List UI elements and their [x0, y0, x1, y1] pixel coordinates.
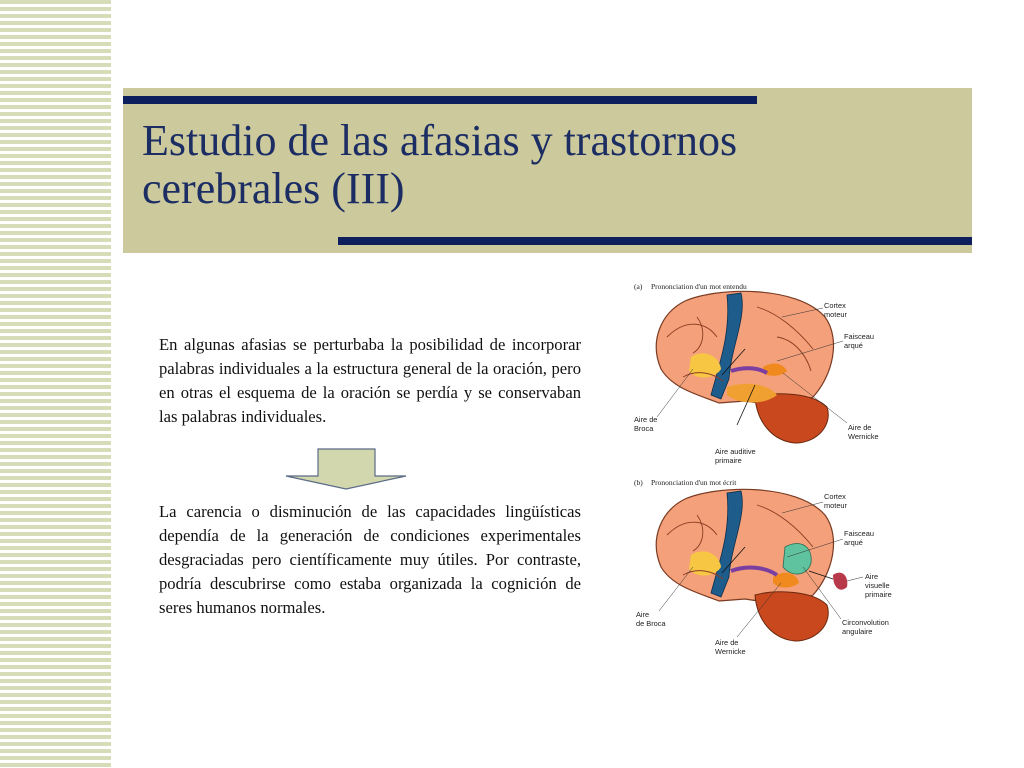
label-b-cortex-1: Cortex: [824, 492, 846, 501]
label-b-visuelle-2: visuelle: [865, 581, 890, 590]
slide-title-line-2: cerebrales (III): [142, 164, 405, 213]
label-a-wernicke-2: Wernicke: [848, 432, 879, 441]
label-a-cortex-2: moteur: [824, 310, 848, 319]
label-b-wernicke-1: Aire de: [715, 638, 739, 647]
label-a-faisceau-2: arqué: [844, 341, 863, 350]
paragraph-linguistic-capacities: La carencia o disminución de las capacidades lingüísticas dependía de la generación de condiciones experimentales desgraciadas pero científicamente muy útiles. Por contraste, podría descubrirse como estaba organizada la cognición de seres humanos normales.: [159, 502, 581, 617]
panel-b-caption: Prononciation d'un mot écrit: [651, 478, 737, 487]
label-a-cortex-1: Cortex: [824, 301, 846, 310]
brain-panel-a: [634, 282, 879, 465]
title-bottom-rule: [338, 237, 972, 245]
brain-a-illustration: [656, 291, 833, 443]
label-b-faisceau-1: Faisceau: [844, 529, 874, 538]
label-a-auditive-1: Aire auditive: [715, 447, 756, 456]
panel-b-caption-letter: (b): [634, 478, 643, 487]
down-arrow-icon: [284, 448, 408, 490]
paragraph-aphasia-types: En algunas afasias se perturbaba la posibilidad de incorporar palabras individuales a la estructura general de la oración, pero en otras el esquema de la oración se perdía y se conservaban las palabras individuales.: [159, 335, 581, 426]
slide-title: [142, 117, 902, 213]
label-b-faisceau-2: arqué: [844, 538, 863, 547]
slide-title-line-1: Estudio de las afasias y trastornos: [142, 116, 738, 165]
label-b-broca-1: Aire: [636, 610, 650, 619]
panel-a-caption: Prononciation d'un mot entendu: [651, 282, 747, 291]
label-a-broca-1: Aire de: [634, 415, 658, 424]
label-a-faisceau-1: Faisceau: [844, 332, 874, 341]
brain-b-illustration: [656, 489, 847, 641]
label-a-auditive-2: primaire: [715, 456, 742, 465]
brain-language-areas-figure: [627, 277, 902, 663]
label-b-angulaire-1: Circonvolution: [842, 618, 889, 627]
title-top-rule: [123, 96, 757, 104]
panel-a-caption-letter: (a): [634, 282, 643, 291]
label-b-wernicke-2: Wernicke: [715, 647, 746, 656]
brain-panel-b: [634, 478, 892, 656]
label-b-broca-2: de Broca: [636, 619, 666, 628]
label-b-angulaire-2: angulaire: [842, 627, 873, 636]
label-b-visuelle-1: Aire: [865, 572, 879, 581]
label-a-wernicke-1: Aire de: [848, 423, 872, 432]
left-decorative-stripes: [0, 0, 111, 768]
label-b-cortex-2: moteur: [824, 501, 848, 510]
label-b-visuelle-3: primaire: [865, 590, 892, 599]
label-a-broca-2: Broca: [634, 424, 654, 433]
